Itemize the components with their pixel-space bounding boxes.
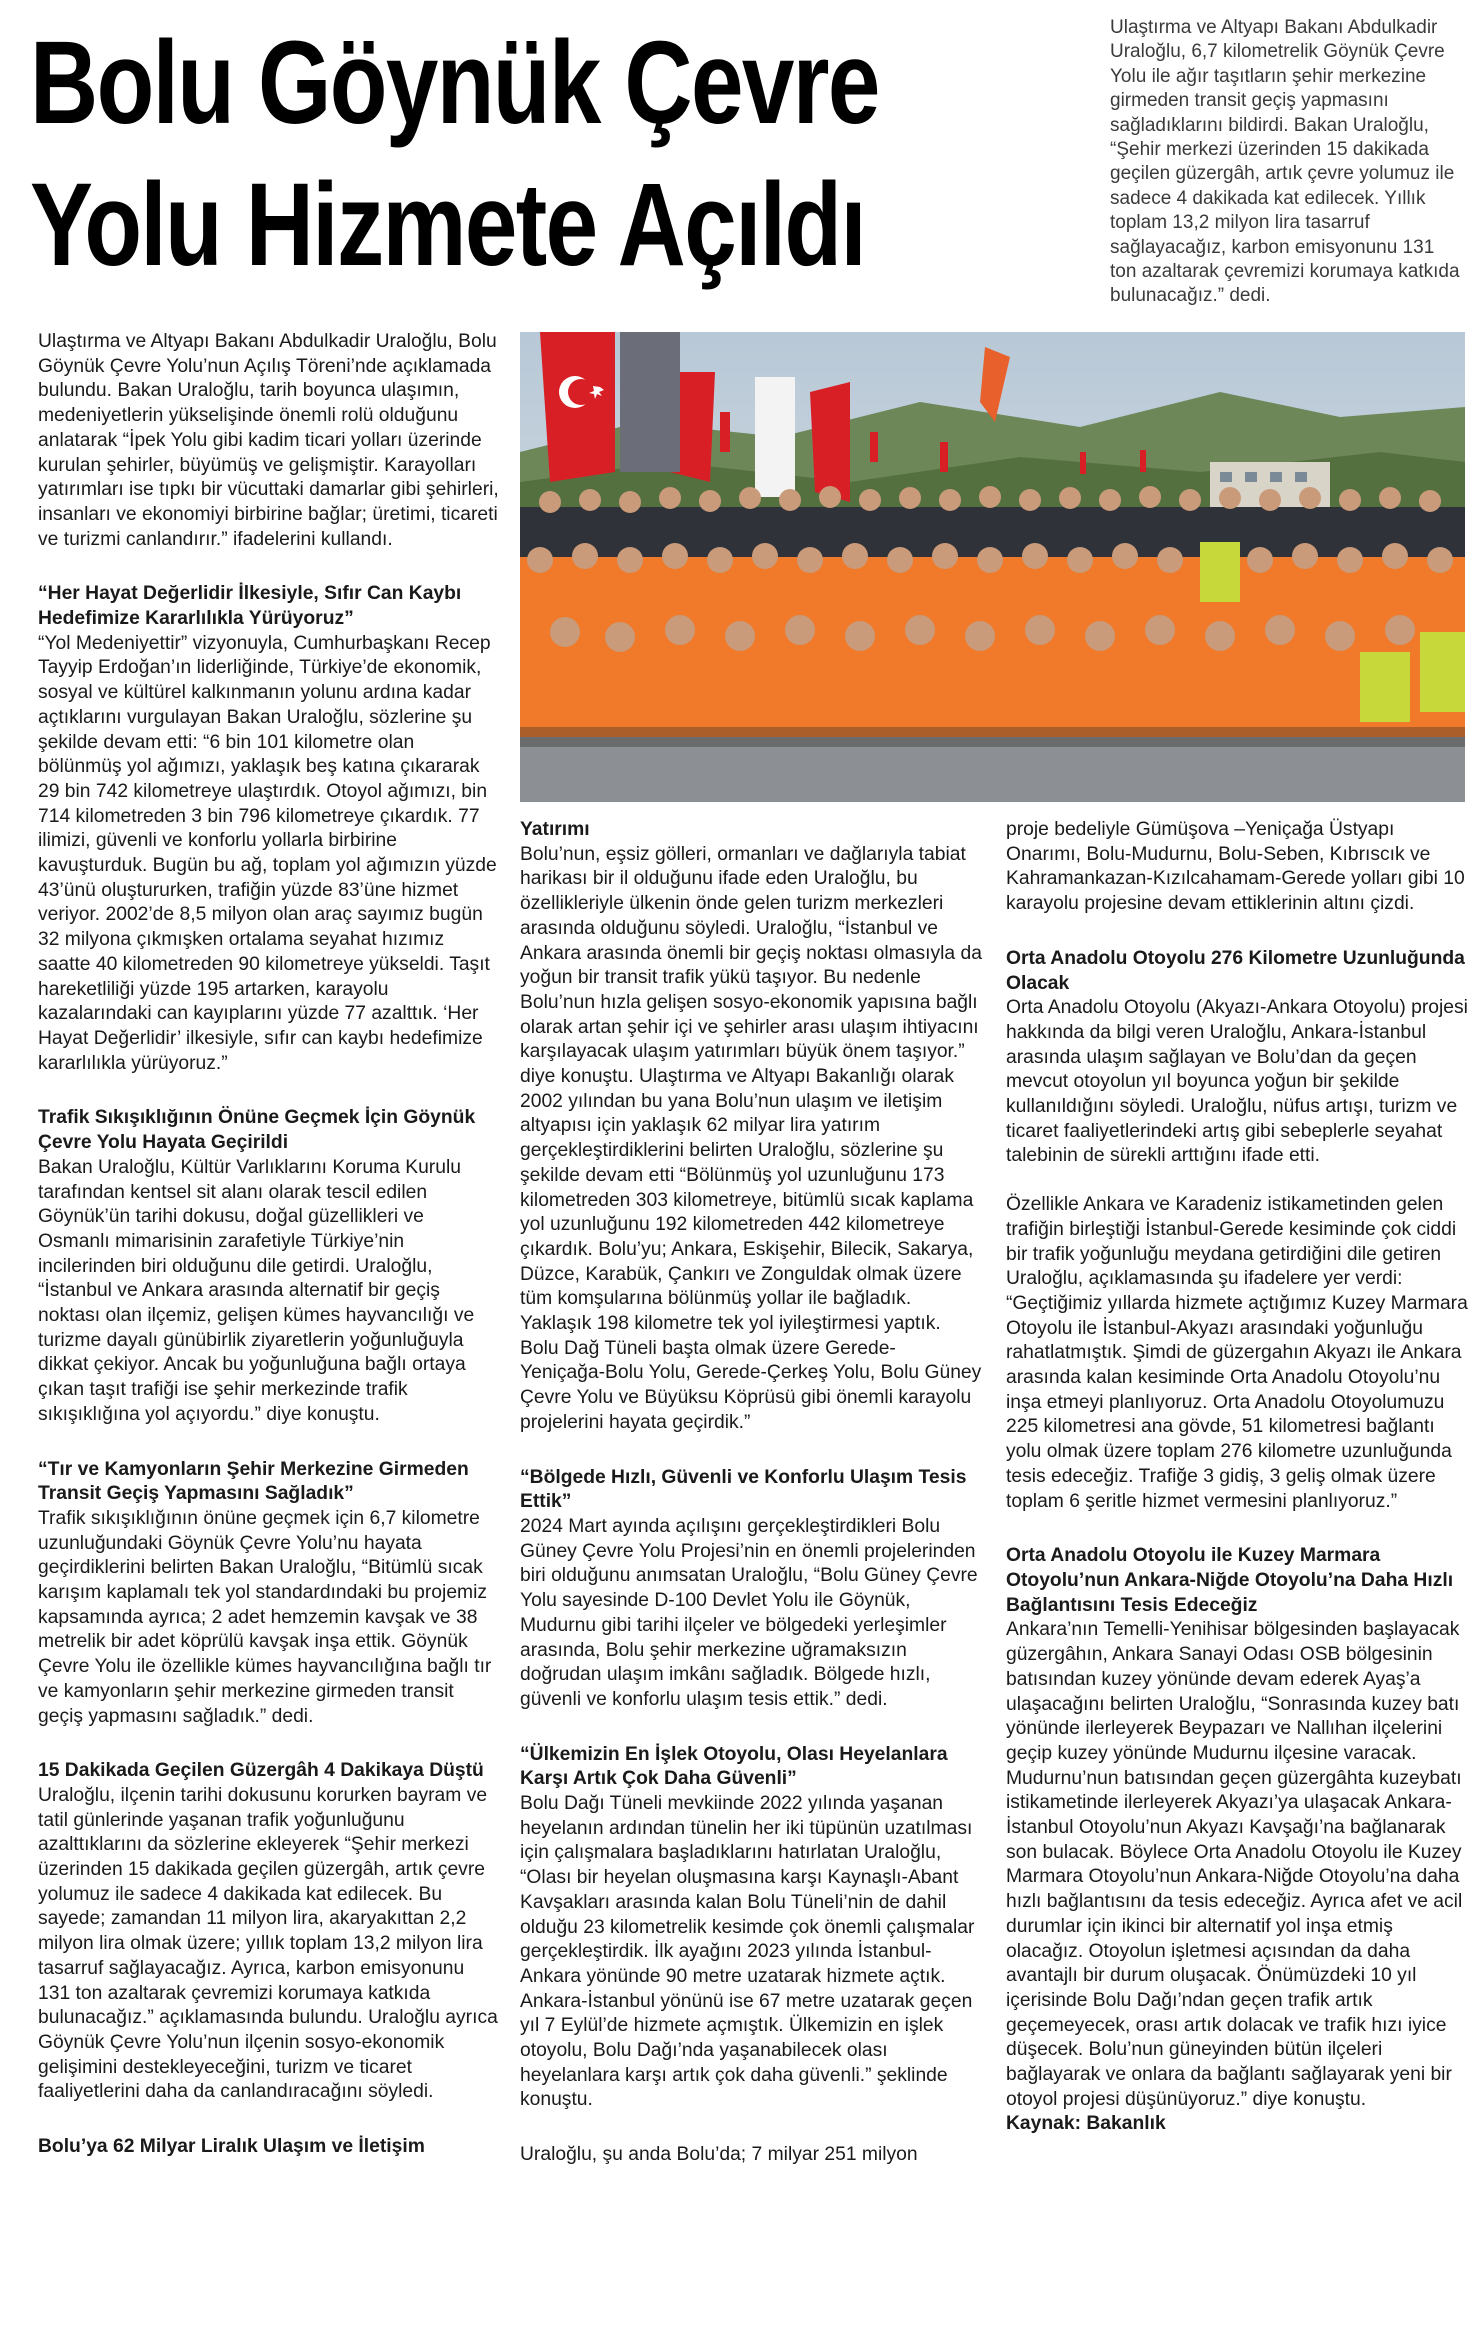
paragraph: Bakan Uraloğlu, Kültür Varlıklarını Koruma Kurulu tarafından kentsel sit alanı olarak tescil edilen Göynük’ün tarihi dokusu, doğal güzellikleri ve Osmanlı mimarisinin zarafetiyle Türkiye’nin incilerinden biri olduğunu dile getirdi. Uraloğlu, “İstanbul ve Ankara arasında alternatif bir geçiş noktası olan ilçemiz, gelişen kümes hayvancılığı ve turizme dayalı günübirlik ziyaretlerin yoğunluğuyla dikkat çekiyor. Ancak bu yoğunluğuna bağlı ortaya çıkan taşıt trafiği ise şehir merkezinde trafik sıkışıklığına yol açıyordu.” diye konuştu.	[38, 1156, 475, 1425]
column-right	[1006, 818, 1468, 2137]
subheading: Trafik Sıkışıklığının Önüne Geçmek İçin Göynük Çevre Yolu Hayata Geçirildi	[38, 1107, 476, 1154]
headline-line-1: Bolu Göynük Çevre	[30, 17, 879, 149]
subheading: “Bölgede Hızlı, Güvenli ve Konforlu Ulaşım Tesis Ettik”	[520, 1466, 967, 1513]
subheading: Orta Anadolu Otoyolu ile Kuzey Marmara Otoyolu’nun Ankara-Niğde Otoyolu’na Daha Hızlı Bağlantısını Tesis Edeceğiz	[1006, 1545, 1454, 1616]
headline-line-2: Yolu Hizmete Açıldı	[30, 159, 866, 291]
paragraph: Trafik sıkışıklığının önüne geçmek için 6,7 kilometre uzunluğundaki Göynük Çevre Yolu’nu hayata geçirdiklerini belirten Bakan Uraloğlu, “Bitümlü sıcak karışım kaplamalı tek yol standardındaki bu projemiz kapsamında ayrıca; 2 adet hemzemin kavşak ve 38 metrelik bir adet köprülü kavşak inşa ettik. Göynük Çevre Yolu ile özellikle kümes hayvancılığına bağlı tır ve kamyonların şehir merkezine girmeden transit geçiş yapmasını sağladık.” dedi.	[38, 1507, 492, 1727]
subheading: Orta Anadolu Otoyolu 276 Kilometre Uzunluğunda Olacak	[1006, 947, 1465, 994]
subheading: Yatırımı	[520, 819, 590, 840]
paragraph: Orta Anadolu Otoyolu (Akyazı-Ankara Otoyolu) projesi hakkında da bilgi veren Uraloğlu, Ankara-İstanbul arasında ulaşım sağlayan ve Bolu’dan da geçen mevcut otoyolun yıl boyunca yoğun bir şekilde kullanıldığını söyledi. Uraloğlu, nüfus artışı, turizm ve ticaret faaliyetlerindeki artış gibi sebeplerle seyahat talebinin de sürekli arttığını ifade etti.	[1006, 997, 1468, 1167]
source-credit: Kaynak: Bakanlık	[1006, 2113, 1166, 2135]
paragraph: Uraloğlu, şu anda Bolu’da; 7 milyar 251 milyon	[520, 2144, 918, 2166]
subheading: “Ülkemizin En İşlek Otoyolu, Olası Heyelanlara Karşı Artık Çok Daha Güvenli”	[520, 1743, 948, 1790]
subheading: “Tır ve Kamyonların Şehir Merkezine Girmeden Transit Geçiş Yapmasını Sağladık”	[38, 1458, 469, 1505]
ceremony-photo	[520, 332, 1465, 802]
paragraph: proje bedeliyle Gümüşova –Yeniçağa Üstyapı Onarımı, Bolu-Mudurnu, Bolu-Seben, Kıbrıscık ve Kahramankazan-Kızılcahamam-Gerede yolları gibi 10 karayolu projesine devam ettiklerinin altını çizdi.	[1006, 819, 1465, 915]
subheading: Bolu’ya 62 Milyar Liralık Ulaşım ve İletişim	[38, 2136, 425, 2158]
paragraph: “Yol Medeniyettir” vizyonuyla, Cumhurbaşkanı Recep Tayyip Erdoğan’ın liderliğinde, Türkiye’de ekonomik, sosyal ve kültürel kalkınmanın yolunu ardına kadar açtıklarını vurgulayan Bakan Uraloğlu, sözlerine şu şekilde devam etti: “6 bin 101 kilometre olan bölünmüş yol ağımızı, yaklaşık beş katına çıkararak 29 bin 742 kilometreye ulaştırdık. Otoyol ağımızı, bin 714 kilometreden 3 bin 796 kilometreye çıkardık. 77 ilimizi, güvenli ve konforlu yollarla birbirine kavuşturduk. Bugün bu ağ, toplam yol ağımızın yüzde 43’ünü oluştururken, trafiğin yüzde 83’üne hizmet veriyor. 2002’de 8,5 milyon olan araç sayımız bugün 32 milyona çıkmışken ortalama seyahat hızımız saatte 40 kilometreden 90 kilometreye yükseldi. Taşıt hareketliliği yüzde 195 artarken, karayolu kazalarındaki can kayıplarını yüzde 77 azalttık. ‘Her Hayat Değerlidir’ ilkesiyle, sıfır can kaybı hedefimize kararlılıkla yürüyoruz.”	[38, 632, 497, 1074]
paragraph: Bolu’nun, eşsiz gölleri, ormanları ve dağlarıyla tabiat harikası bir il olduğunu ifade eden Uraloğlu, bu özellikleriyle ülkenin önde gelen turizm merkezleri arasında olduğunu söyledi. Uraloğlu, “İstanbul ve Ankara arasında önemli bir geçiş noktası olmasıyla da yoğun bir transit trafik yükü taşıyor. Bu nedenle Bolu’nun hızla gelişen sosyo-ekonomik yapısına bağlı olarak artan şehir içi ve şehirler arası ulaşım ihtiyacını karşılayacak ulaşım yatırımları büyük önem taşıyor.” diye konuştu. Ulaştırma ve Altyapı Bakanlığı olarak 2002 yılından bu yana Bolu’nun ulaşım ve iletişim altyapısı için yaklaşık 62 milyar lira yatırım gerçekleştirdiklerini belirten Uraloğlu, sözlerine şu şekilde devam etti “Bölünmüş yol uzunluğunu 173 kilometreden 303 kilometreye, bitümlü sıcak kaplama yol uzunluğunu 192 kilometreden 442 kilometreye çıkardık. Bolu’yu; Ankara, Eskişehir, Bilecik, Sakarya, Düzce, Karabük, Çankırı ve Zonguldak olmak üzere tüm komşularına bölünmüş yollar ile bağladık. Yaklaşık 198 kilometre tek yol iyileştirmesi yaptık. Bolu Dağ Tüneli başta olmak üzere Gerede- Yeniçağa-Bolu Yolu, Gerede-Çerkeş Yolu, Bolu Güney Çevre Yolu ve Büyüksu Köprüsü gibi önemli karayolu projelerini hayata geçirdik.”	[520, 843, 982, 1433]
paragraph: 2024 Mart ayında açılışını gerçekleştirdikleri Bolu Güney Çevre Yolu Projesi’nin en önemli projelerinden biri olduğunu anımsatan Uraloğlu, “Bolu Güney Çevre Yolu sayesinde D-100 Devlet Yolu ile Göynük, Mudurnu gibi tarihi ilçeler ve bölgedeki yerleşimler arasında, Bolu şehir merkezine uğramaksızın doğrudan ulaşım imkânı sağladık. Bölgede hızlı, güvenli ve konforlu ulaşım tesis ettik.” dedi.	[520, 1515, 978, 1710]
headline	[30, 12, 878, 296]
subheading: “Her Hayat Değerlidir İlkesiyle, Sıfır Can Kaybı Hedefimize Kararlılıkla Yürüyoruz”	[38, 583, 462, 630]
crowd	[520, 486, 1465, 747]
column-middle	[520, 818, 982, 2168]
paragraph: Ulaştırma ve Altyapı Bakanı Abdulkadir Uraloğlu, Bolu Göynük Çevre Yolu’nun Açılış Töreni’nde açıklamada bulundu. Bakan Uraloğlu, tarih boyunca ulaşımın, medeniyetlerin yükselişinde önemli rolü olduğunu anlatarak “İpek Yolu gibi kadim ticari yolları üzerinde kurulan şehirler, büyümüş ve gelişmiştir. Karayolları yatırımları ise tıpkı bir vücuttaki damarlar gibi şehirleri, insanları ve ekonomiyi birbirine bağlar; üretimi, ticareti ve turizmi canlandırır.” ifadelerini kullandı.	[38, 331, 499, 550]
lede-summary: Ulaştırma ve Altyapı Bakanı Abdulkadir Uraloğlu, 6,7 kilometrelik Göynük Çevre Yolu ile ağır taşıtların şehir merkezine girmeden transit geçiş yapmasını sağladıklarını bildirdi. Bakan Uraloğlu, “Şehir merkezi üzerinden 15 dakikada geçilen güzergâh, artık çevre yolumuz ile sadece 4 dakikada kat edilecek. Yıllık toplam 13,2 milyon lira tasarruf sağlayacağız, karbon emisyonunu 131 ton azaltarak çevremizi korumaya katkıda bulunacağız.” dedi.	[1110, 17, 1460, 307]
paragraph: Bolu Dağı Tüneli mevkiinde 2022 yılında yaşanan heyelanın ardından tünelin her iki tüpünün uzatılması için çalışmalara başladıklarını hatırlatan Uraloğlu, “Olası bir heyelan oluşmasına karşı Kaynaşlı-Abant Kavşakları arasında kalan Bolu Tüneli’nin de dahil olduğu 23 kilometrelik kesimde çok önemli çalışmalar gerçekleştirdik. İlk ayağını 2023 yılında İstanbul-Ankara yönünde 90 metre uzatarak hizmete açtık. Ankara-İstanbul yönünü ise 67 metre uzatarak geçen yıl 7 Eylül’de hizmete açmıştık. Ülkemizin en işlek otoyolu, Bolu Dağı’nda yaşanabilecek olası heyelanlara karşı artık çok daha güvenli.” şeklinde konuştu.	[520, 1793, 975, 2111]
paragraph: Uraloğlu, ilçenin tarihi dokusunu korurken bayram ve tatil günlerinde yaşanan trafik yoğunluğunu azalttıklarını da sözlerine ekleyerek “Şehir merkezi üzerinden 15 dakikada geçilen güzergâh, artık çevre yolumuz ile sadece 4 dakikada kat edilecek. Bu sayede; zamandan 11 milyon lira, akaryakıttan 2,2 milyon lira olmak üzere; yıllık toplam 13,2 milyon lira tasarruf sağlayacağız. Ayrıca, karbon emisyonunu 131 ton azaltarak çevremizi korumaya katkıda bulunacağız.” açıklamasında bulundu. Uraloğlu ayrıca Göynük Çevre Yolu’nun ilçenin sosyo-ekonomik gelişimini destekleyeceğini, turizm ve ticaret faaliyetlerini daha da canlandıracağını söyledi.	[38, 1784, 498, 2103]
paragraph: Ankara’nın Temelli-Yenihisar bölgesinden başlayacak güzergâhın, Ankara Sanayi Odası OSB bölgesinin batısından kuzey yönünde devam ederek Ayaş’a ulaşacağını belirten Uraloğlu, “Sonrasında kuzey batı yönünde ilerleyerek Beypazarı ve Nallıhan ilçelerini geçip kuzey yönünde Mudurnu ilçesine varacak. Mudurnu’nun batısından geçen güzergâhta kuzeybatı istikametinde ilerleyerek Akyazı’ya ulaşacak Ankara-İstanbul Otoyolu’nun Akyazı Kavşağı’na bağlanarak son bulacak. Böylece Orta Anadolu Otoyolu ile Kuzey Marmara Otoyolu’nun Ankara-Niğde Otoyolu’na daha hızlı bağlantısını da tesis edeceğiz. Ayrıca afet ve acil durumlar için ikinci bir alternatif yol inşa etmiş olacağız. Otoyolun işletmesi açısından da daha avantajlı bir durum oluşacak. Önümüzdeki 10 yıl içerisinde Bolu Dağı’ndan geçen trafik artık geçemeyecek, orası artık dolacak ve trafik hızı iyice düşecek. Bolu’nun güneyinden bütün ilçeleri bağlayarak ve onlara da bağlantı sağlayarak yeni bir otoyol projesi düşünüyoruz.” diye konuştu.	[1006, 1619, 1463, 2110]
column-left	[38, 330, 500, 2160]
photo-ceremony-group-icon	[520, 332, 1465, 802]
paragraph: Özellikle Ankara ve Karadeniz istikametinden gelen trafiğin birleştiği İstanbul-Gerede kesiminde çok ciddi bir trafik yoğunluğu meydana getirdiğini dile getiren Uraloğlu, açıklamasında şu ifadelere yer verdi: “Geçtiğimiz yıllarda hizmete açtığımız Kuzey Marmara Otoyolu ile İstanbul-Akyazı arasındaki yoğunluğu rahatlatmıştık. Şimdi de güzergahın Akyazı ile Ankara arasında kalan kesiminde Orta Anadolu Otoyolu’nu inşa etmeyi planlıyoruz. Orta Anadolu Otoyolumuzu 225 kilometresi ana gövde, 51 kilometresi bağlantı yolu olmak üzere toplam 276 kilometre uzunluğunda tesis edeceğiz. Trafiğe 3 gidiş, 3 geliş olmak üzere toplam 6 şeritle hizmet vermesini planlıyoruz.”	[1006, 1194, 1468, 1512]
subheading: 15 Dakikada Geçilen Güzergâh 4 Dakikaya Düştü	[38, 1760, 484, 1782]
